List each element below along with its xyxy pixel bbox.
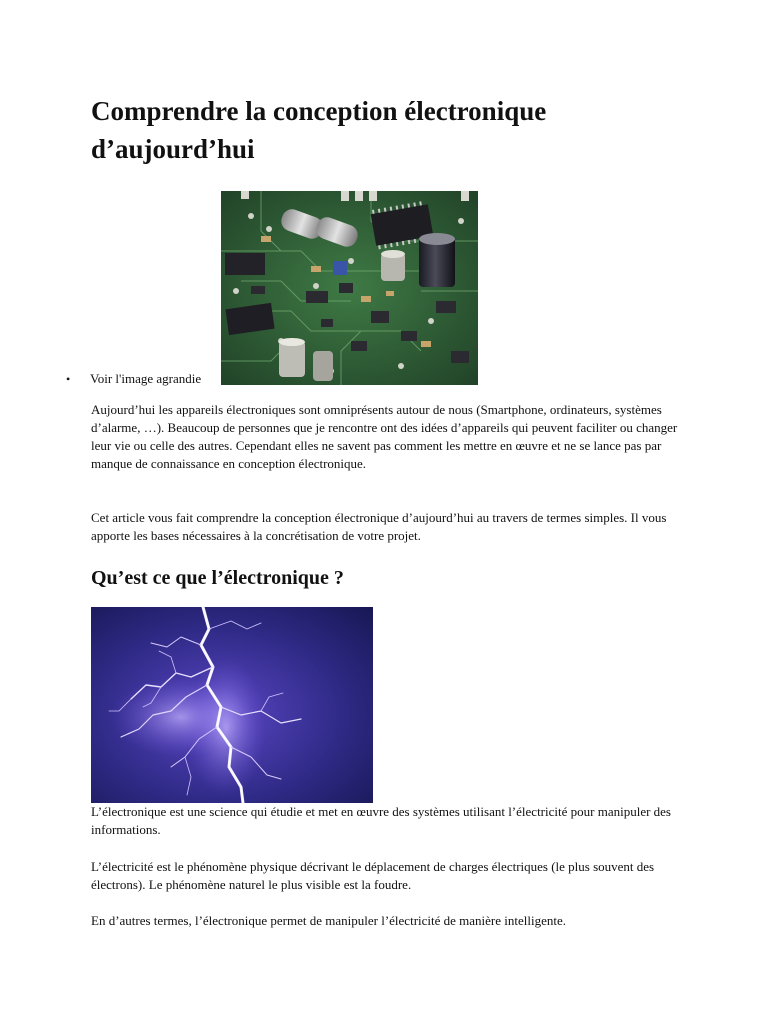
article-paragraph: Cet article vous fait comprendre la conception électronique d’aujourd’hui au travers de termes simples. Il vous apporte les bases nécessaires à la concrétisation de votre projet. (91, 510, 667, 543)
circuit-board-illustration (221, 191, 478, 385)
electricity-paragraph: L’électricité est le phénomène physique décrivant le déplacement de charges électriques (le plus souvent des électrons). Le phénomène naturel le plus visible est la foudre. (91, 859, 655, 892)
conclusion-paragraph: En d’autres termes, l’électronique permet de manipuler l’électricité de manière intelligente. (91, 913, 567, 928)
view-larger-image-link[interactable]: Voir l'image agrandie (90, 371, 202, 386)
lightning-image (91, 607, 373, 803)
article-title: Comprendre la conception électronique d’aujourd’hui (91, 96, 547, 164)
bullet-icon: • (66, 372, 71, 386)
lightning-illustration (91, 607, 373, 803)
intro-paragraph: Aujourd’hui les appareils électroniques sont omniprésents autour de nous (Smartphone, ordinateurs, systèmes d’alarme, …). Beaucoup de personnes que je rencontre ont des idées d’appareils qui peuvent faciliter ou changer leur vie ou celle des autres. Cependant elles ne savent pas comment les mettre en œuvre et ne se lance pas par manque de connaissance en conception électronique. (91, 402, 678, 471)
section-title: Qu’est ce que l’électronique ? (91, 567, 344, 589)
definition-paragraph: L’électronique est une science qui étudie et met en œuvre des systèmes utilisant l’électricité pour manipuler des informations. (91, 804, 671, 837)
circuit-board-image[interactable] (221, 191, 478, 385)
